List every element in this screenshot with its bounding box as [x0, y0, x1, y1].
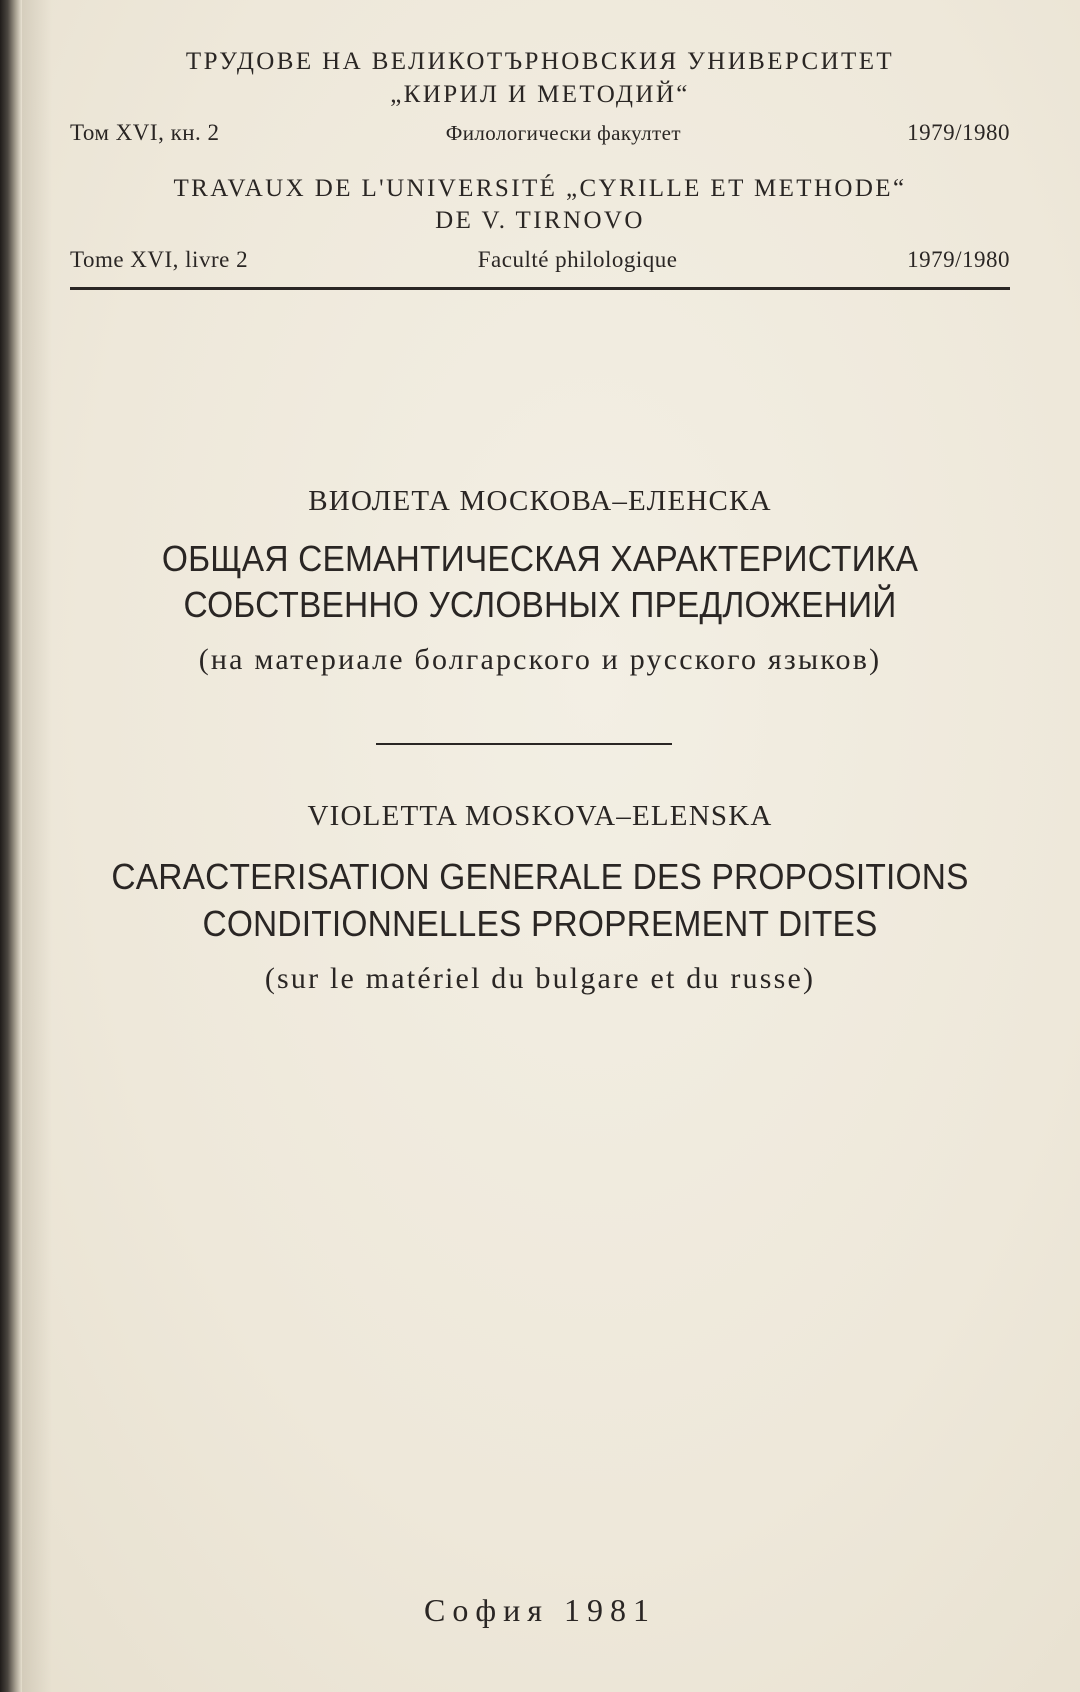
- title-fr-line2: CONDITIONNELLES PROPREMENT DITES: [202, 903, 878, 944]
- book-spine-shadow: [0, 0, 22, 1692]
- series-title-fr-line2: DE V. TIRNOVO: [435, 207, 645, 234]
- series-meta-bg: [70, 120, 1010, 146]
- volume-bg: Том XVI, кн. 2: [70, 120, 220, 145]
- author-ru: ВИОЛЕТА МОСКОВА–ЕЛЕНСКА: [308, 485, 772, 517]
- series-meta-fr: [70, 247, 1010, 273]
- title-ru-line2: СОБСТВЕННО УСЛОВНЫХ ПРЕДЛОЖЕНИЙ: [183, 584, 897, 625]
- author-fr: VIOLETTA MOSKOVA–ELENSKA: [307, 800, 773, 832]
- imprint-place-year: София 1981: [424, 1592, 656, 1628]
- title-fr-line1: CARACTERISATION GENERALE DES PROPOSITIONS: [111, 856, 969, 897]
- title-ru-line1: ОБЩАЯ СЕМАНТИЧЕСКАЯ ХАРАКТЕРИСТИКА: [161, 538, 919, 579]
- header-rule: [70, 287, 1010, 290]
- series-title-bg-line1: ТРУДОВЕ НА ВЕЛИКОТЪРНОВСКИЯ УНИВЕРСИТЕТ: [185, 48, 895, 75]
- faculty-bg: Филологически факултет: [445, 121, 681, 145]
- subtitle-fr: (sur le matériel du bulgare et du russe): [264, 962, 816, 995]
- subtitle-ru: (на материале болгарского и русского языков): [198, 643, 882, 676]
- page-fold-shading: [22, 0, 52, 1692]
- faculty-fr: Faculté philologique: [477, 247, 678, 272]
- volume-fr: Tome XVI, livre 2: [70, 247, 249, 272]
- series-title-bg-line2: „КИРИЛ И МЕТОДИЙ“: [390, 81, 690, 108]
- years-bg: 1979/1980: [907, 120, 1010, 145]
- section-divider: [376, 743, 672, 745]
- series-title-fr-line1: TRAVAUX DE L'UNIVERSITÉ „CYRILLE ET METHODE“: [173, 175, 907, 202]
- years-fr: 1979/1980: [907, 247, 1010, 272]
